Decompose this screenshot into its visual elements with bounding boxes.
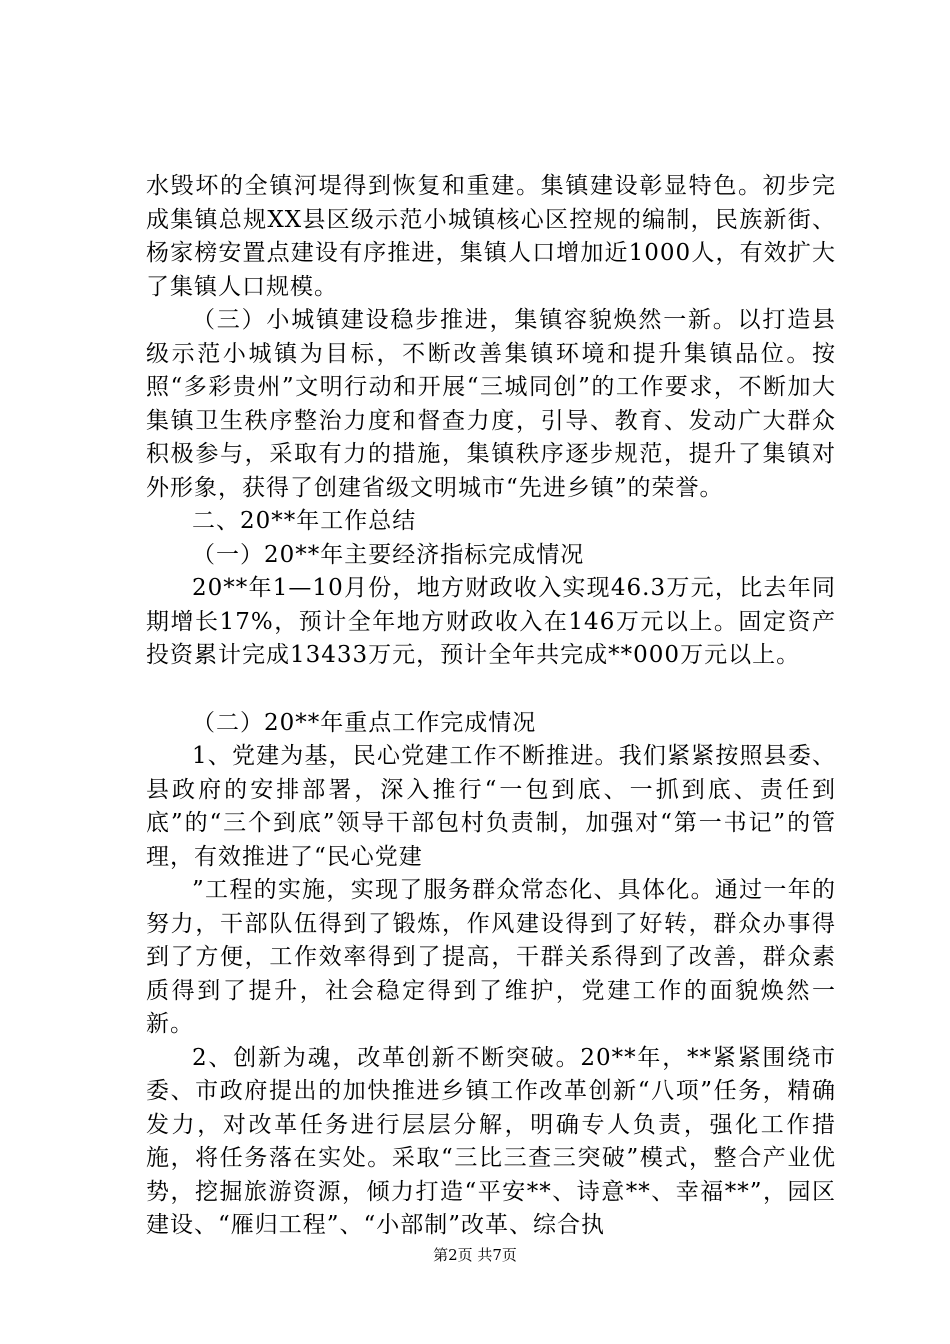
paragraph-innovation: 2、创新为魂，改革创新不断突破。20**年，**紧紧围绕市委、市政府提出的加快推进乡镇工作改革创新“八项”任务，精确发力，对改革任务进行层层分解，明确专人负责，强化工作措施，将任务落在实处。采取“三比三查三突破”模式，整合产业优势，挖掘旅游资源，倾力打造“平安**、诗意**、幸福**”，园区建设、“雁归工程”、“小部制”改革、综合执 bbox=[146, 1044, 836, 1238]
paragraph-continuation: 水毁坏的全镇河堤得到恢复和重建。集镇建设彰显特色。初步完成集镇总规XX县区级示范小城镇核心区控规的编制，民族新街、杨家榜安置点建设有序推进，集镇人口增加近1000人，有效扩大了集镇人口规模。 bbox=[146, 173, 836, 300]
paragraph-gap bbox=[146, 673, 836, 707]
paragraph-section-three: （三）小城镇建设稳步推进，集镇容貌焕然一新。以打造县级示范小城镇为目标，不断改善集镇环境和提升集镇品位。按照“多彩贵州”文明行动和开展“三城同创”的工作要求，不断加大集镇卫生秩序整治力度和督查力度，引导、教育、发动广大群众积极参与，采取有力的措施，集镇秩序逐步规范，提升了集镇对外形象，获得了创建省级文明城市“先进乡镇”的荣誉。 bbox=[146, 307, 836, 501]
heading-work-summary: 二、20**年工作总结 bbox=[192, 508, 417, 534]
document-body bbox=[146, 170, 836, 1243]
heading-key-work: （二）20**年重点工作完成情况 bbox=[192, 709, 537, 736]
page-number-footer: 第2页 共7页 bbox=[433, 1246, 517, 1264]
paragraph-economic-indicators: 20**年1—10月份，地方财政收入实现46.3万元，比去年同期增长17%，预计全年地方财政收入在146万元以上。固定资产投资累计完成13433万元，预计全年共完成**000万元以上。 bbox=[146, 575, 836, 668]
paragraph-party-building-continued: ”工程的实施，实现了服务群众常态化、具体化。通过一年的努力，干部队伍得到了锻炼，作风建设得到了好转，群众办事得到了方便，工作效率得到了提高，干群关系得到了改善，群众素质得到了提升，社会稳定得到了维护，党建工作的面貌焕然一新。 bbox=[146, 877, 836, 1037]
heading-economic-indicators: （一）20**年主要经济指标完成情况 bbox=[192, 541, 585, 568]
paragraph-party-building: 1、党建为基，民心党建工作不断推进。我们紧紧按照县委、县政府的安排部署，深入推行“一包到底、一抓到底、责任到底”的“三个到底”领导干部包村负责制，加强对“第一书记”的管理，有效推进了“民心党建 bbox=[146, 743, 836, 870]
